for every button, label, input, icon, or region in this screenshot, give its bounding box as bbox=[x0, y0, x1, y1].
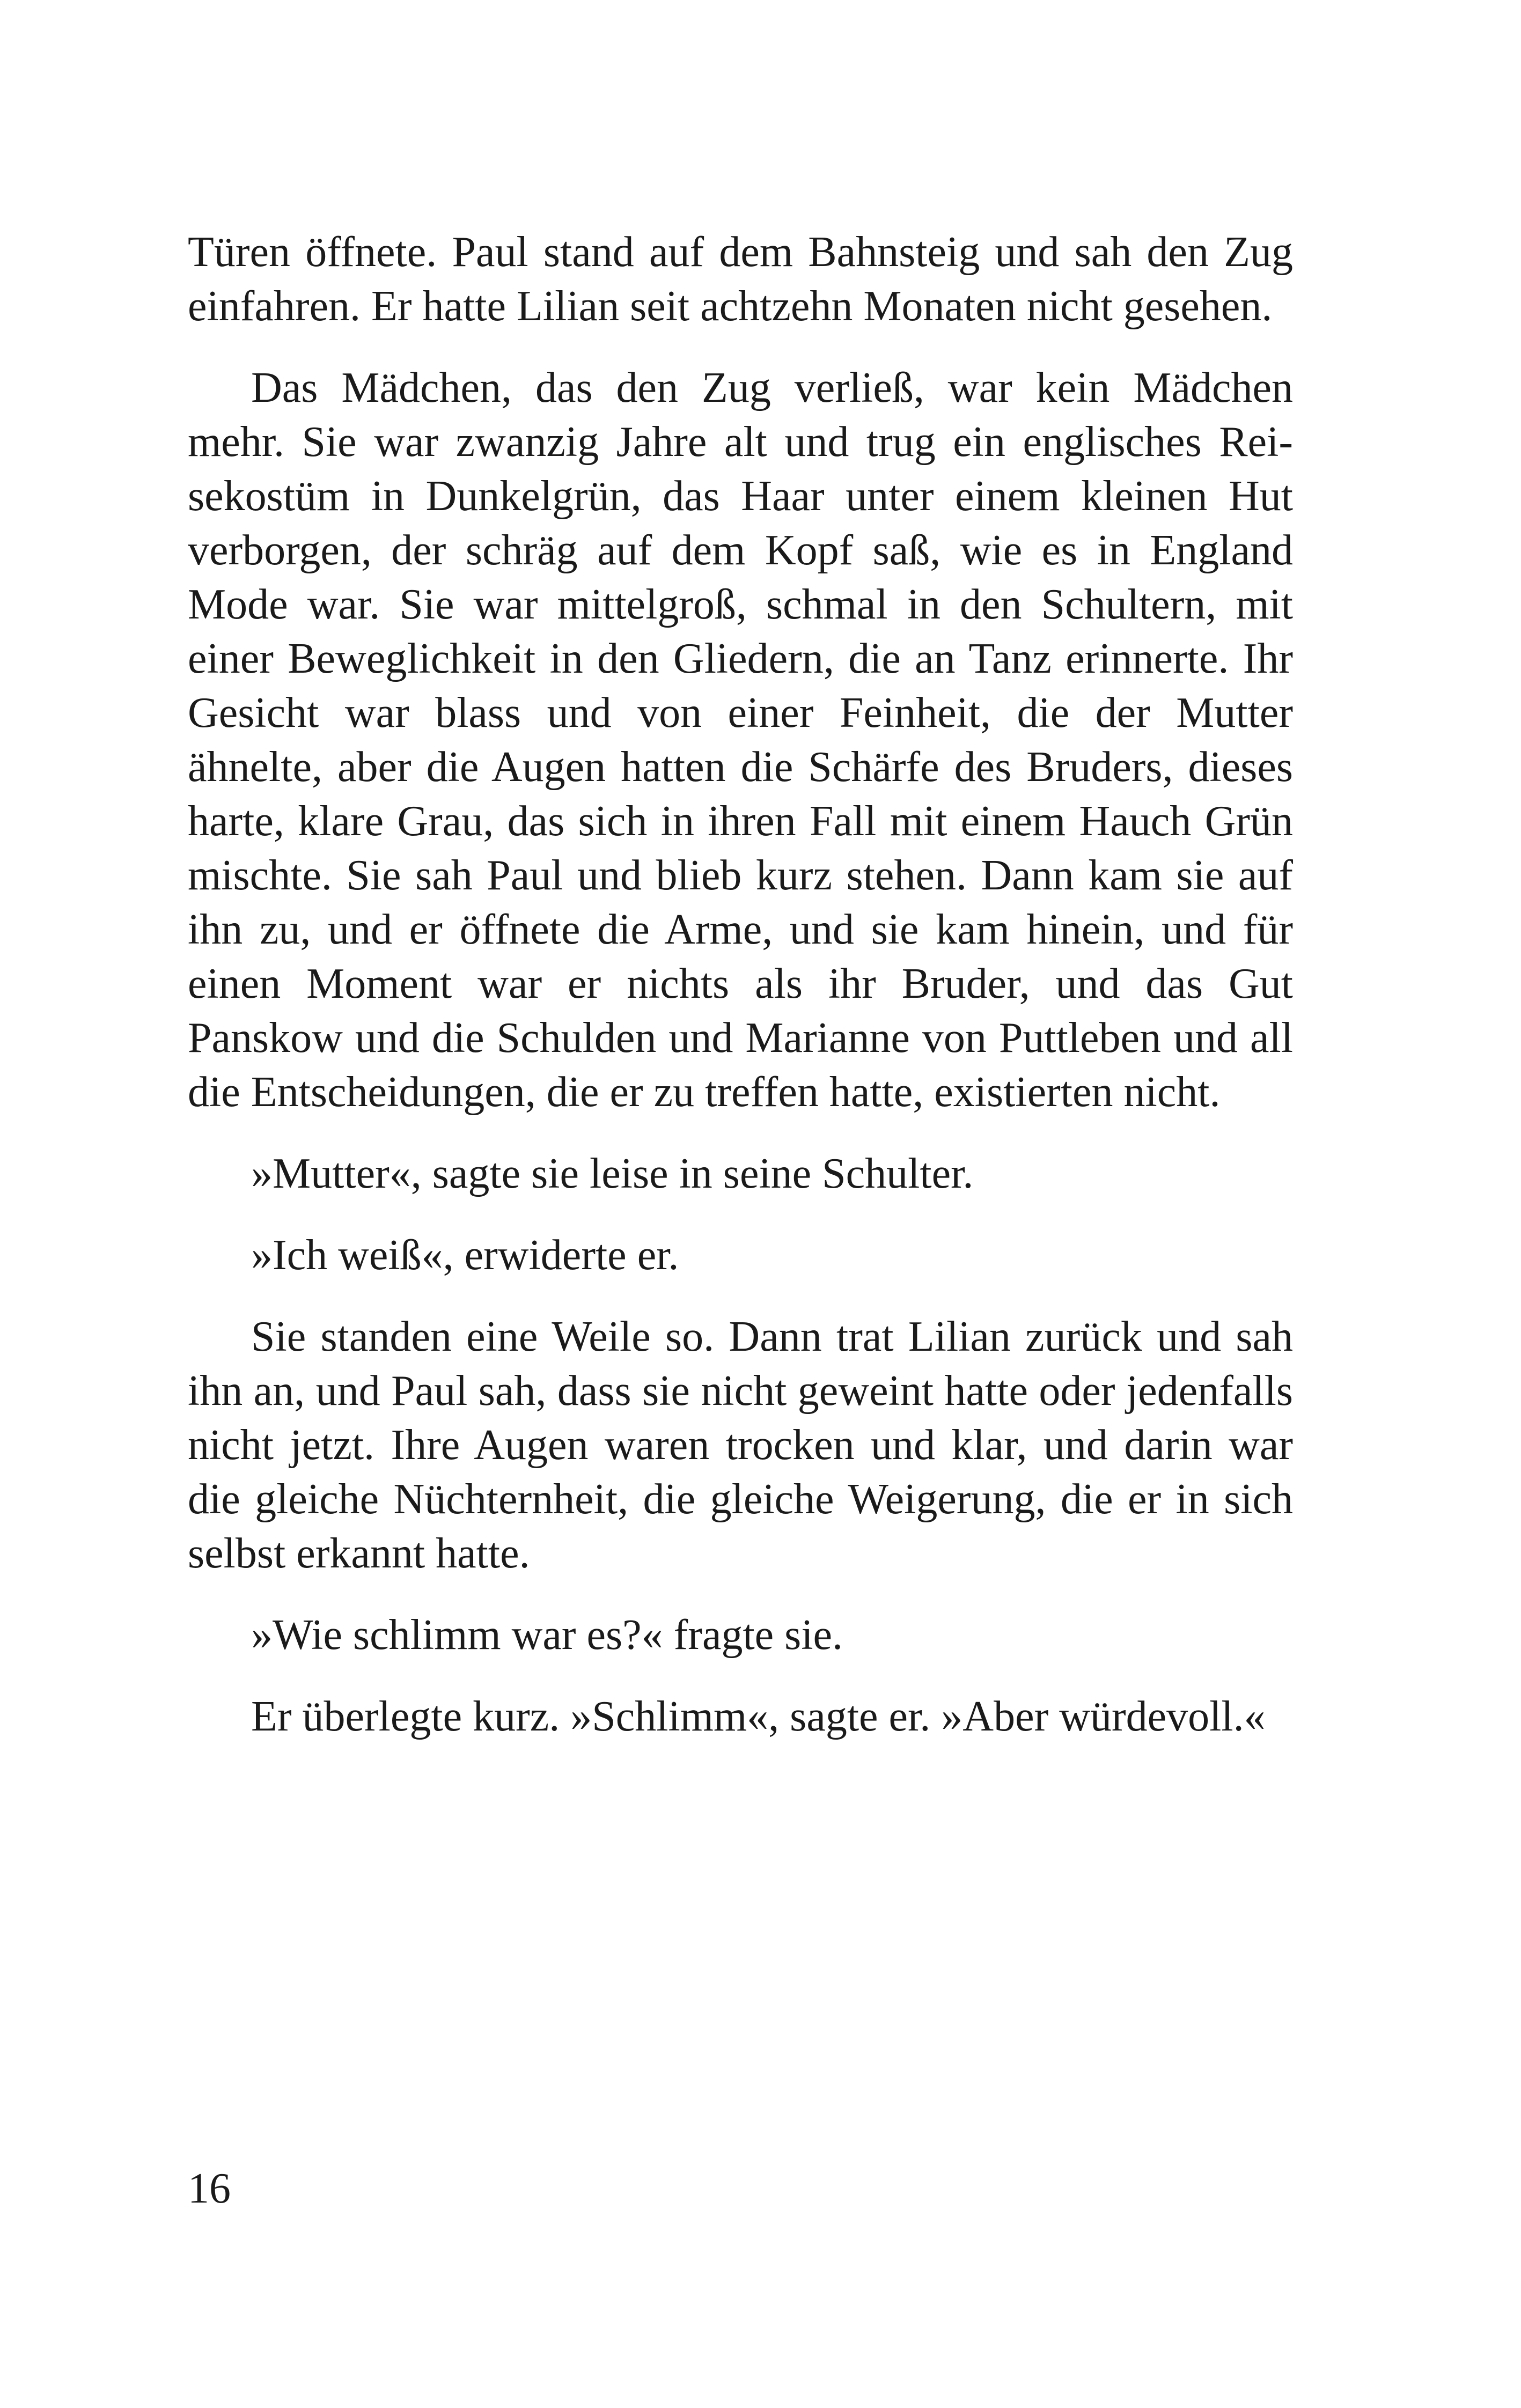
paragraph-5: Sie standen eine Weile so. Dann trat Lilian zurück und sah ihn an, und Paul sah, dass sie nicht geweint hatte oder jedenfalls nicht jetzt. Ihre Augen waren trocken und klar, und darin war die gleiche Nüchternheit, die gleiche Weigerung, die er in sich selbst erkannt hatte. bbox=[188, 1313, 1293, 1577]
paragraph-1: Türen öffnete. Paul stand auf dem Bahnsteig und sah den Zug einfahren. Er hatte Lilian seit achtzehn Monaten nicht gesehen. bbox=[188, 229, 1293, 330]
paragraph-6: »Wie schlimm war es?« fragte sie. bbox=[251, 1611, 843, 1659]
paragraph-7: Er überlegte kurz. »Schlimm«, sagte er. »Aber würdevoll.« bbox=[251, 1693, 1266, 1740]
paragraph-4: »Ich weiß«, erwiderte er. bbox=[251, 1232, 679, 1279]
paragraph-2: Das Mädchen, das den Zug verließ, war kein Mädchen mehr. Sie war zwanzig Jahre alt und trug ein englisches Reisekostüm in Dunkelgrün, das Haar unter einem kleinen Hut verborgen, der schräg auf dem Kopf saß, wie es in England Mode war. Sie war mittelgroß, schmal in den Schultern, mit einer Beweglichkeit in den Gliedern, die an Tanz erinnerte. Ihr Gesicht war blass und von einer Feinheit, die der Mutter ähnelte, aber die Augen hatten die Schärfe des Bruders, dieses harte, klare Grau, das sich in ihren Fall mit einem Hauch Grün mischte. Sie sah Paul und blieb kurz stehen. Dann kam sie auf ihn zu, und er öffnete die Arme, und sie kam hinein, und für einen Moment war er nichts als ihr Bruder, und das Gut Panskow und die Schulden und Marianne von Puttleben und all die Entscheidungen, die er zu treffen hatte, existierten nicht. bbox=[188, 364, 1293, 1116]
page-number: 16 bbox=[188, 2165, 231, 2212]
body-text bbox=[188, 225, 1293, 1744]
paragraph-3: »Mutter«, sagte sie leise in seine Schulter. bbox=[251, 1150, 974, 1197]
